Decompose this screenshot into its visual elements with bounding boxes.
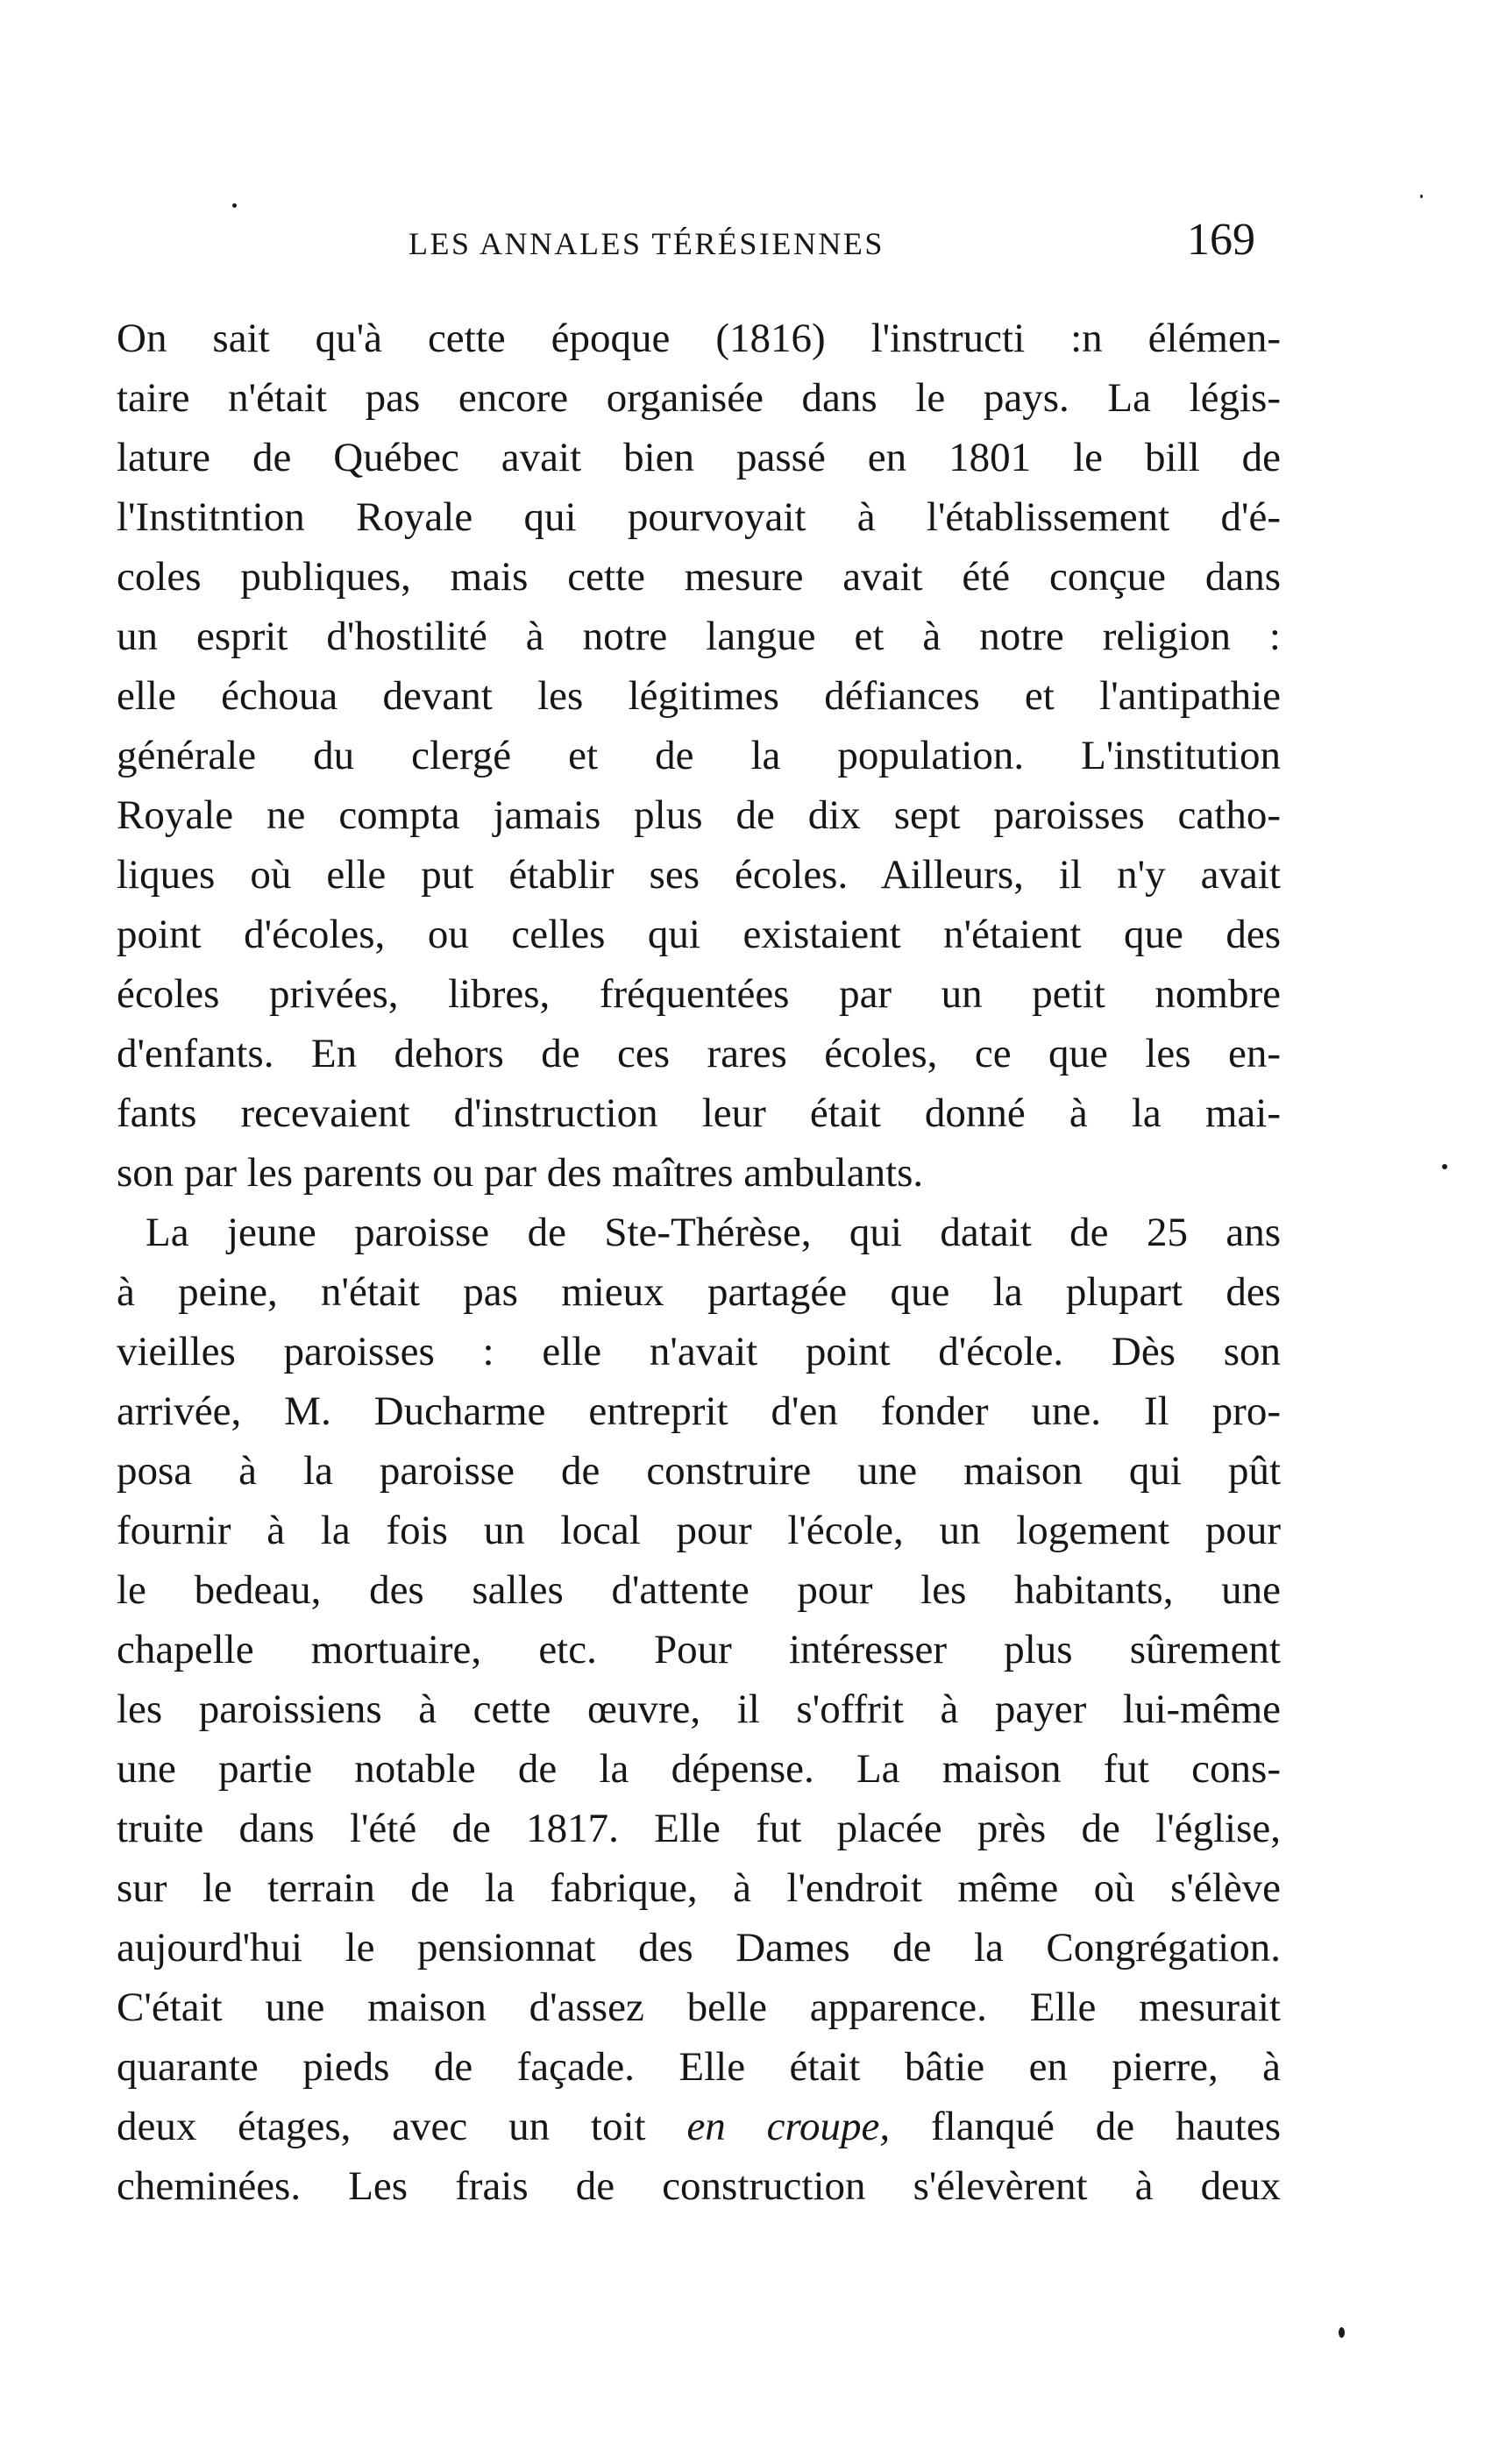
scan-speck: [1442, 1164, 1447, 1169]
text-line: On sait qu'à cette époque (1816) l'instructi :n élémen-: [117, 316, 1281, 361]
text-line: fournir à la fois un local pour l'école, un logement pour: [117, 1508, 1281, 1553]
text-line: point d'écoles, ou celles qui existaient n'étaient que des: [117, 912, 1281, 957]
text-line: à peine, n'était pas mieux partagée que la plupart des: [117, 1269, 1281, 1315]
running-head: LES ANNALES TÉRÉSIENNES: [409, 226, 885, 261]
text-fragment: flanqué de hautes: [930, 2104, 1281, 2149]
text-line: elle échoua devant les légitimes défiances et l'antipathie: [117, 673, 1281, 719]
text-line: Royale ne compta jamais plus de dix sept paroisses catho-: [117, 792, 1281, 838]
scan-speck: [232, 203, 237, 208]
text-line: l'Institntion Royale qui pourvoyait à l'établissement d'é-: [117, 494, 1281, 540]
text-line: d'enfants. En dehors de ces rares écoles, ce que les en-: [117, 1031, 1281, 1076]
text-line-with-italic: [117, 2097, 1281, 2156]
text-line: lature de Québec avait bien passé en 1801 le bill de: [117, 435, 1281, 480]
text-fragment: deux étages, avec un toit: [117, 2104, 646, 2149]
text-line: arrivée, M. Ducharme entreprit d'en fonder une. Il pro-: [117, 1388, 1281, 1434]
page-number: 169: [1187, 215, 1255, 265]
text-line: coles publiques, mais cette mesure avait été conçue dans: [117, 554, 1281, 600]
text-line: posa à la paroisse de construire une maison qui pût: [117, 1448, 1281, 1494]
scan-speck: [1339, 2327, 1345, 2338]
text-line: fants recevaient d'instruction leur était donné à la mai-: [117, 1090, 1281, 1136]
paragraph-end-line: son par les parents ou par des maîtres ambulants.: [117, 1150, 924, 1196]
text-line: quarante pieds de façade. Elle était bâtie en pierre, à: [117, 2044, 1281, 2090]
body-text: [117, 309, 1281, 2216]
italic-term: en croupe,: [686, 2104, 891, 2149]
text-line: les paroissiens à cette œuvre, il s'offrit à payer lui-même: [117, 1686, 1281, 1732]
paragraph-start-line: La jeune paroisse de Ste-Thérèse, qui datait de 25 ans: [146, 1210, 1281, 1255]
text-line: vieilles paroisses : elle n'avait point d'école. Dès son: [117, 1329, 1281, 1374]
text-line: chapelle mortuaire, etc. Pour intéresser plus sûrement: [117, 1627, 1281, 1672]
text-line: cheminées. Les frais de construction s'élevèrent à deux: [117, 2163, 1281, 2209]
text-line: un esprit d'hostilité à notre langue et à notre religion :: [117, 614, 1281, 659]
text-line: C'était une maison d'assez belle apparence. Elle mesurait: [117, 1985, 1281, 2030]
text-line: aujourd'hui le pensionnat des Dames de la Congrégation.: [117, 1925, 1281, 1970]
text-line: écoles privées, libres, fréquentées par un petit nombre: [117, 971, 1281, 1017]
text-line: générale du clergé et de la population. L'institution: [117, 733, 1281, 778]
text-line: le bedeau, des salles d'attente pour les habitants, une: [117, 1567, 1281, 1613]
text-line: taire n'était pas encore organisée dans le pays. La légis-: [117, 375, 1281, 421]
scan-speck: [1420, 195, 1423, 198]
text-line: liques où elle put établir ses écoles. Ailleurs, il n'y avait: [117, 852, 1281, 898]
text-line: une partie notable de la dépense. La maison fut cons-: [117, 1746, 1281, 1792]
text-line: truite dans l'été de 1817. Elle fut placée près de l'église,: [117, 1806, 1281, 1851]
text-line: sur le terrain de la fabrique, à l'endroit même où s'élève: [117, 1865, 1281, 1911]
